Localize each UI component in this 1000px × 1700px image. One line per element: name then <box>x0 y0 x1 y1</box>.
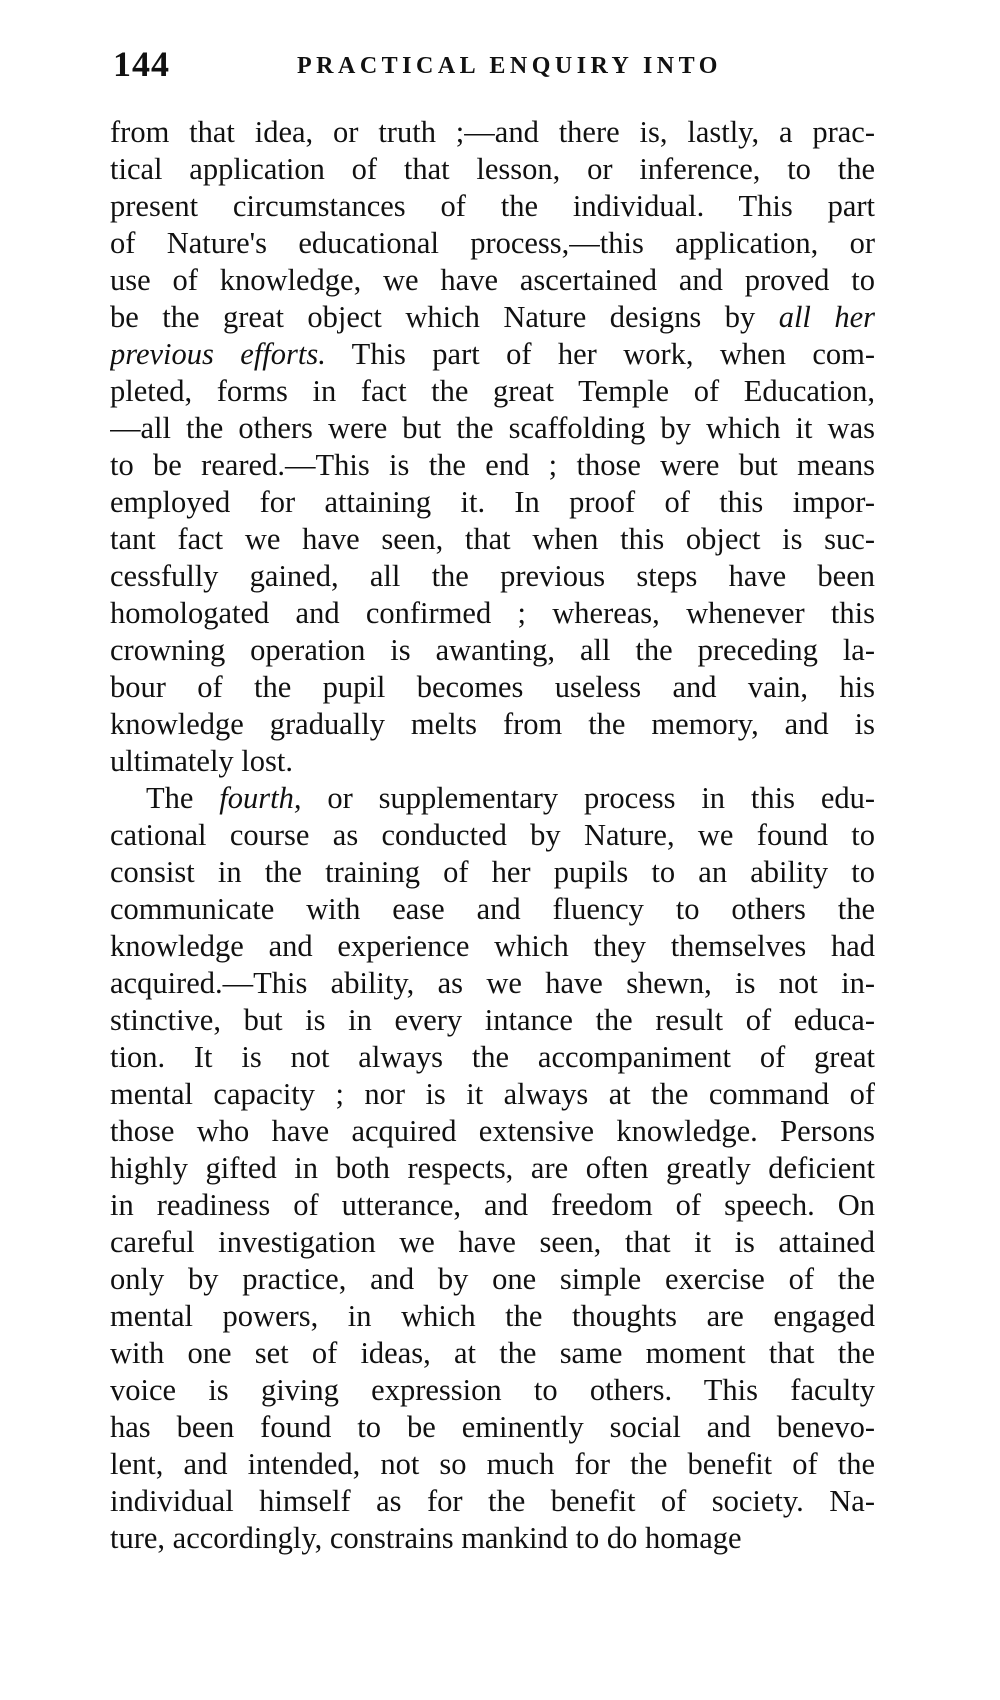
text-line <box>110 1298 875 1335</box>
text-segment: communicate with ease and fluency to others the <box>110 892 875 926</box>
body-text <box>110 114 875 1557</box>
text-line <box>110 1261 875 1298</box>
text-line <box>110 336 875 373</box>
text-line <box>110 817 875 854</box>
text-segment: individual himself as for the benefit of society. Na- <box>110 1484 875 1518</box>
text-segment: careful investigation we have seen, that it is attained <box>110 1225 875 1259</box>
text-segment: lent, and intended, not so much for the benefit of the <box>110 1447 875 1481</box>
text-segment: ultimately lost. <box>110 744 293 778</box>
text-segment: tant fact we have seen, that when this object is suc- <box>110 522 875 556</box>
italic-text: all her <box>778 300 875 334</box>
paragraph <box>110 780 875 1557</box>
running-head: PRACTICAL ENQUIRY INTO <box>297 53 722 79</box>
text-line <box>110 262 875 299</box>
text-line <box>110 1483 875 1520</box>
text-segment: with one set of ideas, at the same moment that the <box>110 1336 875 1370</box>
text-segment: stinctive, but is in every intance the result of educa- <box>110 1003 875 1037</box>
italic-text: previous efforts. <box>110 337 326 371</box>
text-segment: voice is giving expression to others. This faculty <box>110 1373 875 1407</box>
text-segment: mental capacity ; nor is it always at the command of <box>110 1077 875 1111</box>
text-line <box>110 484 875 521</box>
text-line <box>110 1187 875 1224</box>
text-segment: ture, accordingly, constrains mankind to do homage <box>110 1521 742 1555</box>
text-segment: or supplementary process in this edu- <box>301 781 875 815</box>
text-line <box>110 632 875 669</box>
text-segment: tical application of that lesson, or inference, to the <box>110 152 875 186</box>
text-segment: homologated and confirmed ; whereas, whenever this <box>110 596 875 630</box>
text-line <box>110 373 875 410</box>
text-segment: —all the others were but the scaffolding by which it was <box>110 411 875 445</box>
text-line <box>110 1150 875 1187</box>
italic-text: fourth, <box>219 781 302 815</box>
text-line <box>110 1113 875 1150</box>
text-segment: bour of the pupil becomes useless and vain, his <box>110 670 875 704</box>
text-line <box>110 521 875 558</box>
text-line <box>110 1335 875 1372</box>
text-segment: pleted, forms in fact the great Temple of Education, <box>110 374 875 408</box>
text-line <box>110 706 875 743</box>
text-line <box>110 928 875 965</box>
text-segment: present circumstances of the individual. This part <box>110 189 875 223</box>
text-segment: cessfully gained, all the previous steps have been <box>110 559 875 593</box>
text-line <box>110 965 875 1002</box>
text-line <box>110 1409 875 1446</box>
text-segment: cational course as conducted by Nature, we found to <box>110 818 875 852</box>
text-segment: be the great object which Nature designs by <box>110 300 779 334</box>
text-segment: crowning operation is awanting, all the preceding la- <box>110 633 875 667</box>
text-segment: those who have acquired extensive knowledge. Persons <box>110 1114 875 1148</box>
page-number: 144 <box>113 44 170 84</box>
text-line <box>110 780 875 817</box>
text-line <box>110 1076 875 1113</box>
text-segment: use of knowledge, we have ascertained and proved to <box>110 263 875 297</box>
text-segment: knowledge gradually melts from the memory, and is <box>110 707 875 741</box>
text-line <box>110 1002 875 1039</box>
text-segment: tion. It is not always the accompaniment of great <box>110 1040 875 1074</box>
text-line <box>110 558 875 595</box>
text-line <box>110 1372 875 1409</box>
text-line <box>110 151 875 188</box>
text-segment: mental powers, in which the thoughts are engaged <box>110 1299 875 1333</box>
text-segment: has been found to be eminently social and benevo- <box>110 1410 875 1444</box>
text-line <box>110 114 875 151</box>
text-segment: acquired.—This ability, as we have shewn, is not in- <box>110 966 875 1000</box>
text-line <box>110 891 875 928</box>
text-segment: The <box>146 781 220 815</box>
text-line <box>110 299 875 336</box>
text-line <box>110 225 875 262</box>
page-header <box>0 43 1000 89</box>
text-segment: in readiness of utterance, and freedom of speech. On <box>110 1188 875 1222</box>
text-segment: of Nature's educational process,—this application, or <box>110 226 875 260</box>
text-line <box>110 1039 875 1076</box>
text-line <box>110 1520 875 1557</box>
text-line <box>110 743 875 780</box>
text-segment: highly gifted in both respects, are often greatly deficient <box>110 1151 875 1185</box>
text-segment: only by practice, and by one simple exercise of the <box>110 1262 875 1296</box>
text-line <box>110 1446 875 1483</box>
text-segment: employed for attaining it. In proof of this impor- <box>110 485 875 519</box>
text-segment: to be reared.—This is the end ; those were but means <box>110 448 875 482</box>
text-line <box>110 669 875 706</box>
text-line <box>110 410 875 447</box>
text-segment: This part of her work, when com- <box>325 337 875 371</box>
text-segment: from that idea, or truth ;—and there is, lastly, a prac- <box>110 115 875 149</box>
text-line <box>110 447 875 484</box>
paragraph <box>110 114 875 780</box>
text-line <box>110 188 875 225</box>
text-segment: knowledge and experience which they themselves had <box>110 929 875 963</box>
text-line <box>110 854 875 891</box>
text-line <box>110 595 875 632</box>
text-segment: consist in the training of her pupils to an ability to <box>110 855 875 889</box>
text-line <box>110 1224 875 1261</box>
